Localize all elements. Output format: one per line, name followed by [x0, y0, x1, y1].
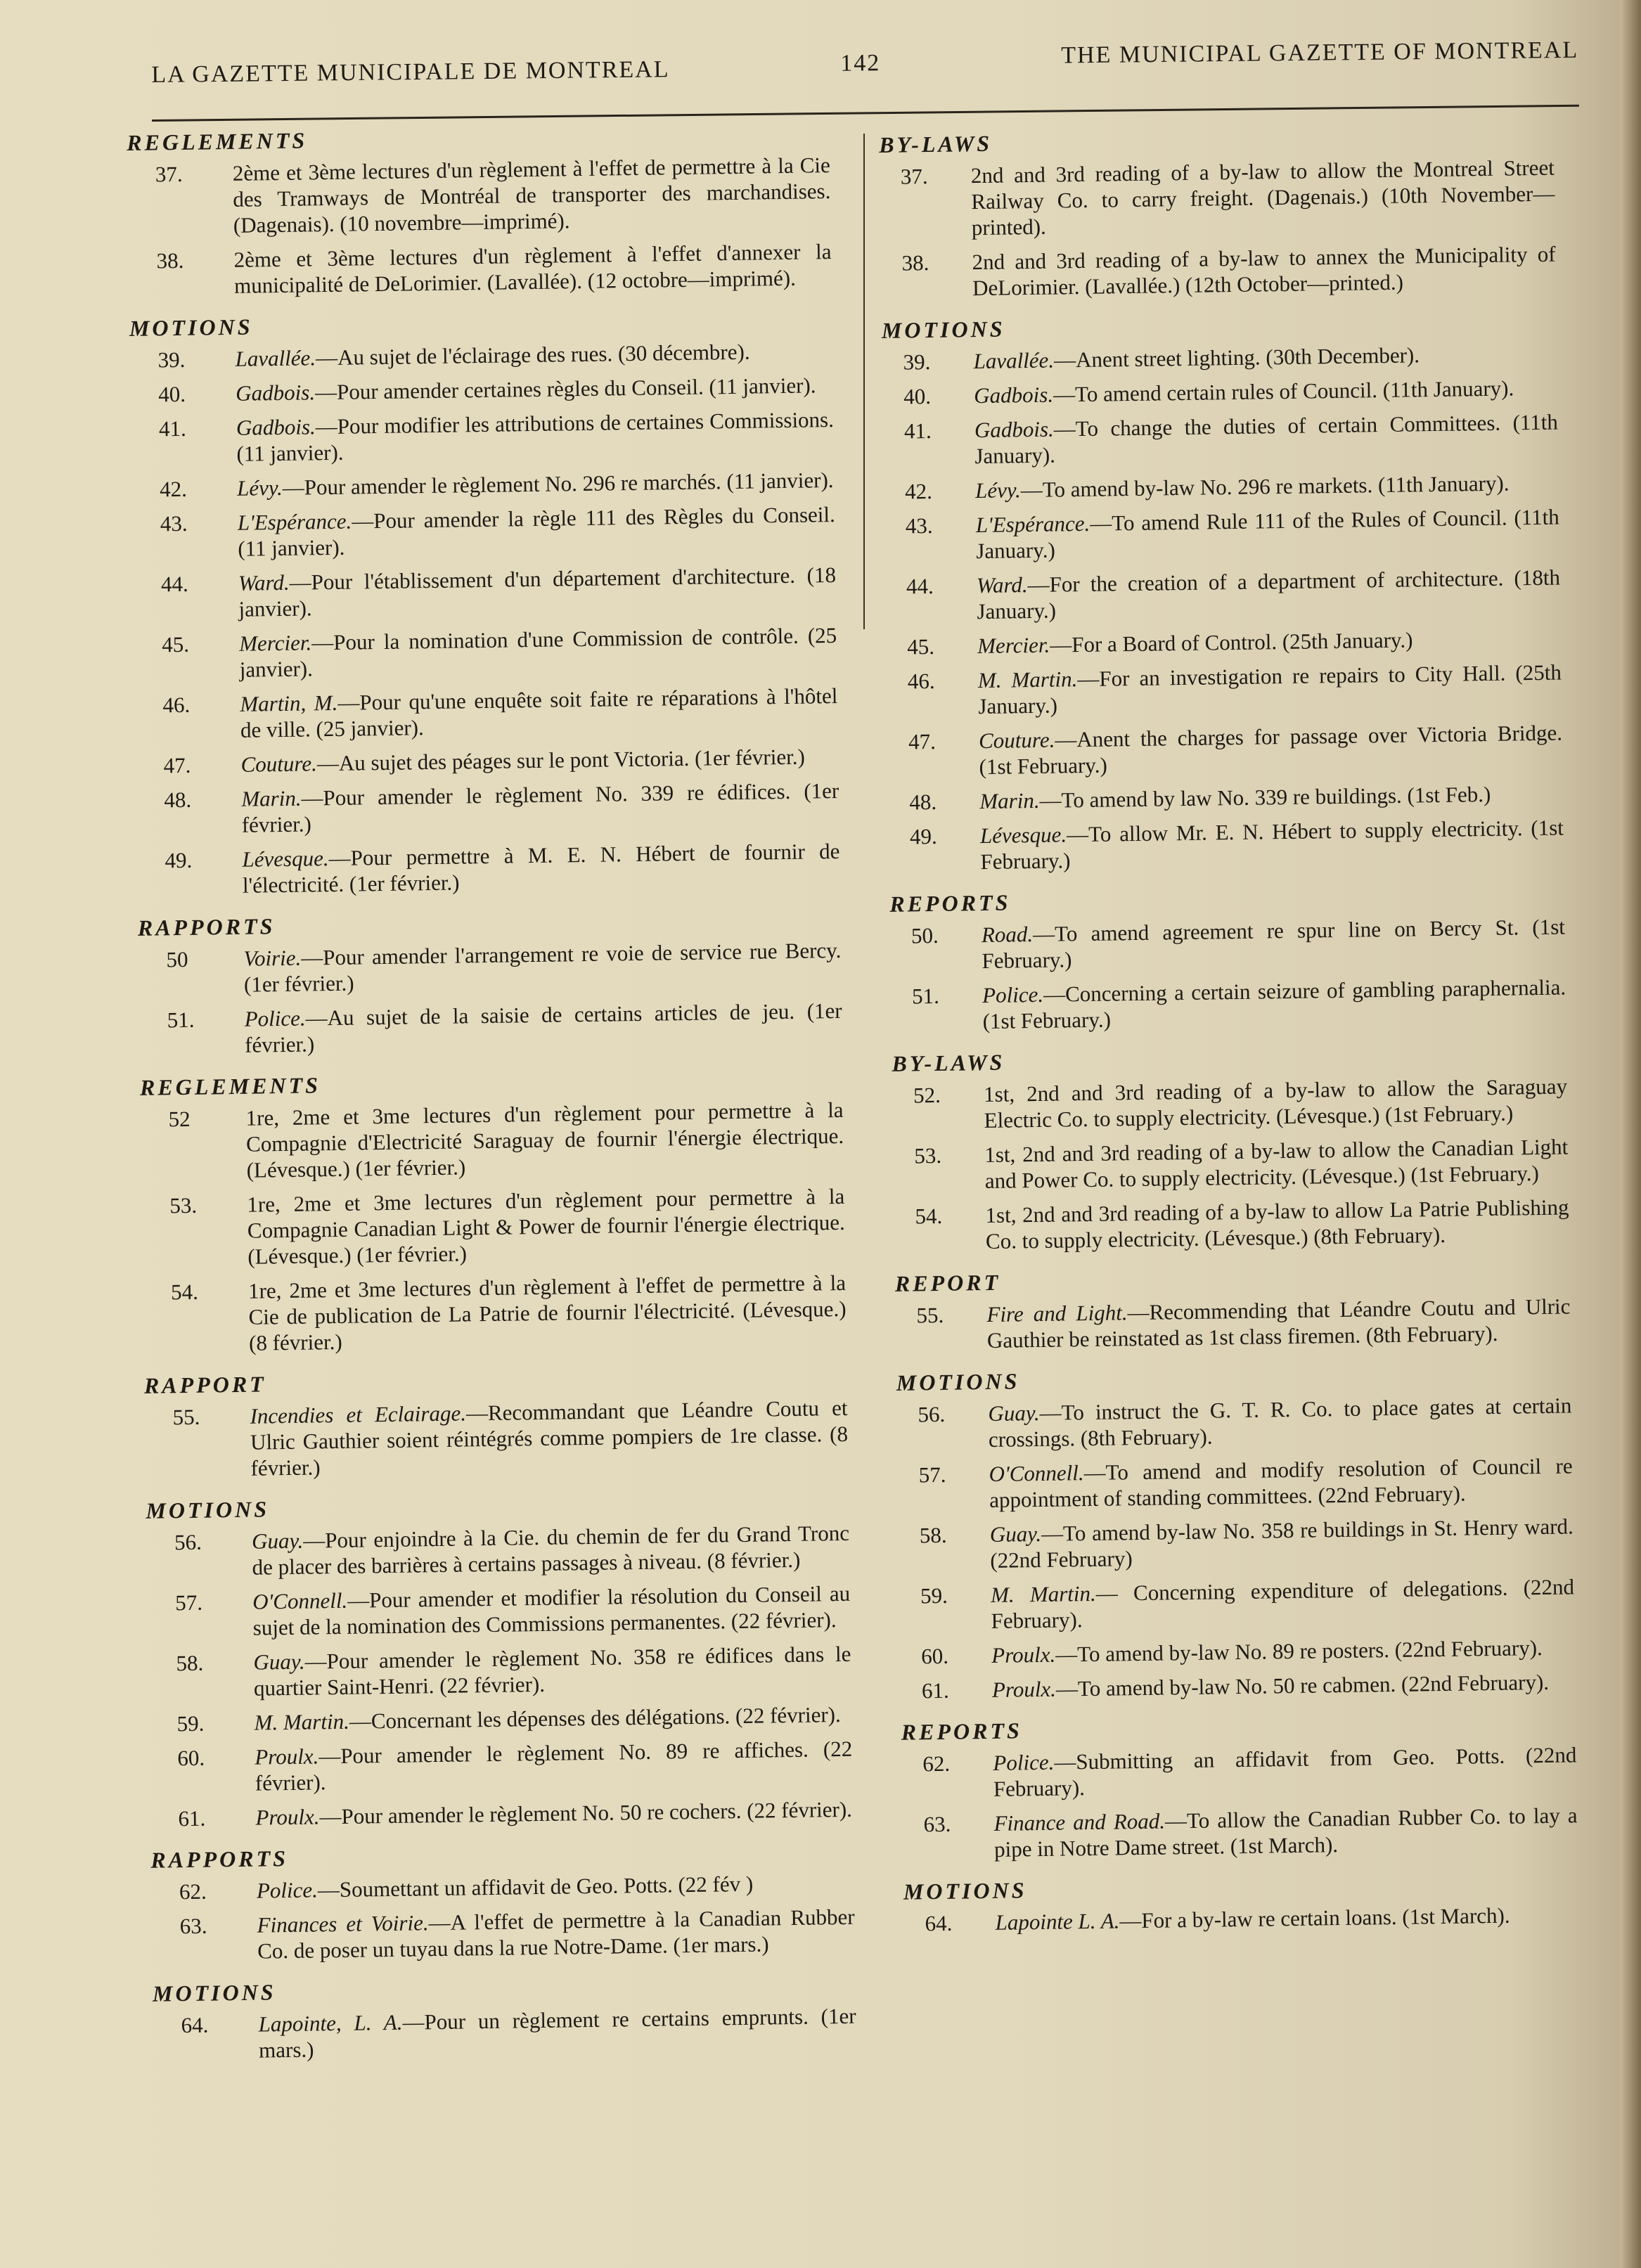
- item-number: 48.: [909, 789, 937, 815]
- item-number: 44.: [160, 571, 189, 597]
- item-mover: Lévy.: [974, 477, 1021, 503]
- item-text: —Pour permettre à M. E. N. Hébert de fournir de l'électricité. (1er février.): [242, 838, 840, 898]
- item-number: 53.: [914, 1142, 942, 1168]
- item-body: [984, 1073, 1568, 1133]
- item-number: 51.: [167, 1007, 195, 1033]
- item-text: —Pour enjoindre à la Cie. du chemin de fer du Grand Tronc de placer des barrières à certains passages à niveau. (8 février.): [252, 1520, 850, 1580]
- item-text: —Pour amender le règlement No. 89 re affiches. (22 février).: [255, 1736, 853, 1796]
- item-number: 57.: [918, 1462, 946, 1488]
- item-text: —To amend certain rules of Council. (11th January).: [1053, 375, 1514, 407]
- agenda-item: [136, 838, 840, 900]
- item-number: 40.: [903, 384, 932, 409]
- agenda-item: [141, 1183, 845, 1271]
- item-mover: Gadbois.: [235, 380, 316, 406]
- item-mover: Police.: [982, 981, 1044, 1008]
- item-text: —Au sujet de la saisie de certains articles de jeu. (1er février.): [244, 998, 842, 1057]
- section-heading: BY-LAWS: [892, 1049, 1005, 1076]
- section-heading: BY-LAWS: [879, 130, 993, 157]
- section-heading: MOTIONS: [146, 1496, 270, 1523]
- item-body: [982, 974, 1566, 1034]
- item-text: —For a Board of Control. (25th January.): [1049, 627, 1413, 657]
- agenda-item: [883, 409, 1559, 470]
- agenda-item: [901, 1741, 1577, 1803]
- item-body: [247, 1183, 845, 1270]
- item-body: [991, 1634, 1575, 1668]
- item-mover: M. Martin.: [990, 1580, 1096, 1607]
- item-number: 51.: [911, 983, 940, 1009]
- agenda-item: [127, 152, 831, 240]
- item-text: —Pour la nomination d'une Commission de contrôle. (25 janvier).: [239, 622, 837, 682]
- agenda-item: [897, 1452, 1573, 1514]
- item-body: [252, 1580, 851, 1641]
- item-number: 46.: [162, 692, 191, 718]
- agenda-item: [887, 720, 1563, 781]
- item-text: —Pour qu'une enquête soit faite re réparations à l'hôtel de ville. (25 janvier).: [240, 683, 838, 742]
- item-body: [991, 1573, 1575, 1634]
- agenda-item: [134, 683, 838, 745]
- item-text: —Soumettant un affidavit de Geo. Potts. (22 fév ): [317, 1871, 754, 1902]
- item-text: —Pour amender la règle 111 des Règles du Conseil. (11 janvier).: [238, 501, 835, 561]
- item-mover: Guay.: [989, 1521, 1042, 1547]
- item-text: 2ème et 3ème lectures d'un règlement à l'effet de permettre à la Cie des Tramways de Montréal de transporter des marchandises. (Dagenais). (10 novembre—imprimé).: [232, 153, 831, 238]
- agenda-item: [149, 1736, 853, 1798]
- agenda-item: [882, 340, 1557, 375]
- item-text: — Concerning expenditure of delegations. (22nd February).: [991, 1574, 1575, 1633]
- item-number: 47.: [908, 728, 937, 754]
- agenda-item: [131, 406, 835, 468]
- agenda-item: [146, 1520, 850, 1582]
- item-mover: Mercier.: [238, 630, 312, 656]
- item-body: [992, 1668, 1576, 1703]
- item-text: —To amend and modify resolution of Council re appointment of standing committees. (22nd February).: [989, 1453, 1573, 1512]
- page-number: 142: [840, 50, 881, 77]
- item-number: 50: [166, 946, 188, 972]
- item-text: 2nd and 3rd reading of a by-law to annex the Municipality of DeLorimier. (Lavallée.) (12th October—printed.): [972, 241, 1556, 301]
- item-text: —For the creation of a department of architecture. (18th January.): [977, 565, 1561, 624]
- item-text: —Au sujet de l'éclairage des rues. (30 décembre).: [315, 339, 750, 371]
- item-number: 60.: [177, 1745, 205, 1771]
- item-mover: Guay.: [988, 1400, 1040, 1426]
- item-mover: Proulx.: [991, 1676, 1057, 1702]
- item-text: —To change the duties of certain Committees. (11th January).: [974, 409, 1559, 469]
- item-text: —Pour amender le règlement No. 358 re édifices dans le quartier Saint-Henri. (22 février).: [253, 1641, 851, 1701]
- item-body: [244, 998, 842, 1058]
- item-text: 1st, 2nd and 3rd reading of a by-law to allow the Canadian Light and Power Co. to supply electricity. (Lévesque.) (1st February.): [984, 1134, 1569, 1194]
- item-text: —To amend by-law No. 296 re markets. (11th January).: [1020, 470, 1510, 503]
- item-text: —To allow Mr. E. N. Hébert to supply electricity. (1st February.): [980, 815, 1564, 875]
- agenda-item: [130, 372, 833, 408]
- agenda-item: [885, 565, 1561, 626]
- item-body: [242, 838, 840, 898]
- header-french-title: LA GAZETTE MUNICIPALE DE MONTREAL: [151, 56, 670, 88]
- section-heading: MOTIONS: [896, 1368, 1020, 1396]
- item-body: [243, 937, 842, 998]
- agenda-item: [880, 241, 1556, 302]
- item-body: [254, 1701, 851, 1736]
- item-mover: Guay.: [253, 1649, 305, 1675]
- agenda-item: [131, 467, 835, 503]
- english-column: [879, 123, 1579, 1945]
- item-body: [993, 1741, 1577, 1802]
- item-number: 56.: [918, 1401, 946, 1427]
- agenda-item: [153, 2003, 856, 2065]
- agenda-item: [147, 1580, 851, 1642]
- item-text: —Concerning a certain seizure of gambling paraphernalia. (1st February.): [982, 974, 1566, 1034]
- item-text: —To amend by-law No. 89 re posters. (22nd February).: [1055, 1635, 1543, 1667]
- item-mover: L'Espérance.: [975, 510, 1090, 538]
- item-body: [233, 238, 832, 299]
- item-number: 40.: [158, 381, 186, 407]
- item-body: [237, 467, 835, 501]
- item-text: —To amend agreement re spur line on Bercy St. (1st February.): [982, 914, 1566, 974]
- item-body: [989, 1452, 1573, 1513]
- agenda-item: [884, 470, 1559, 505]
- item-text: —Pour amender le règlement No. 339 re édifices. (1er février.): [241, 778, 839, 837]
- agenda-item: [151, 1904, 855, 1966]
- item-text: 2nd and 3rd reading of a by-law to allow the Montreal Street Railway Co. to carry freight. (Dagenais.) (10th November—printed).: [970, 155, 1555, 240]
- item-number: 54.: [170, 1279, 199, 1305]
- item-number: 46.: [907, 668, 935, 694]
- item-mover: Gadbois.: [974, 416, 1054, 443]
- item-body: [233, 152, 831, 238]
- item-mover: Ward.: [238, 569, 290, 595]
- item-number: 37.: [900, 164, 928, 189]
- item-body: [993, 1802, 1578, 1862]
- agenda-item: [892, 1073, 1568, 1134]
- item-text: —Pour amender et modifier la résolution du Conseil au sujet de la nomination des Commissions permanentes. (22 février).: [252, 1580, 851, 1640]
- item-body: [990, 1513, 1574, 1573]
- agenda-item: [903, 1901, 1578, 1936]
- french-column: [127, 120, 856, 2073]
- agenda-item: [890, 913, 1566, 974]
- item-number: 55.: [172, 1404, 200, 1430]
- item-text: —To amend by-law No. 50 re cabmen. (22nd February).: [1055, 1669, 1550, 1701]
- item-body: [985, 1194, 1569, 1254]
- item-body: [235, 337, 832, 372]
- item-number: 62.: [922, 1751, 951, 1777]
- item-number: 47.: [163, 752, 191, 778]
- item-body: [971, 155, 1555, 241]
- item-mover: Mercier.: [977, 632, 1050, 659]
- item-mover: Police.: [993, 1749, 1055, 1775]
- agenda-item: [886, 625, 1561, 660]
- item-number: 64.: [925, 1910, 953, 1936]
- item-number: 45.: [161, 631, 190, 657]
- agenda-item: [891, 974, 1566, 1035]
- item-body: [975, 470, 1559, 504]
- item-number: 63.: [923, 1811, 951, 1837]
- agenda-item: [132, 501, 836, 563]
- item-body: [984, 1133, 1569, 1194]
- agenda-item: [134, 622, 837, 684]
- item-text: —Pour amender le règlement No. 296 re marchés. (11 janvier).: [282, 468, 834, 500]
- agenda-item: [882, 375, 1557, 410]
- item-text: —Pour l'établissement d'un département d'architecture. (18 janvier).: [238, 562, 837, 621]
- item-number: 59.: [176, 1710, 205, 1737]
- item-number: 37.: [155, 161, 183, 187]
- item-number: 62.: [179, 1879, 207, 1905]
- agenda-item: [901, 1668, 1576, 1703]
- item-body: [252, 1520, 850, 1580]
- item-mover: O'Connell.: [989, 1460, 1084, 1486]
- item-mover: Proulx.: [991, 1642, 1056, 1668]
- item-body: [241, 778, 839, 838]
- item-body: [988, 1392, 1572, 1452]
- item-number: 61.: [921, 1677, 949, 1703]
- item-mover: Lévesque.: [242, 846, 329, 872]
- item-number: 52.: [913, 1082, 941, 1108]
- agenda-item: [900, 1634, 1575, 1669]
- item-body: [236, 372, 833, 406]
- item-number: 42.: [159, 476, 188, 502]
- agenda-item: [899, 1513, 1574, 1574]
- agenda-item: [148, 1701, 851, 1737]
- agenda-item: [902, 1802, 1578, 1863]
- item-mover: Couture.: [240, 751, 318, 777]
- item-body: [986, 1293, 1571, 1353]
- item-mover: Finances et Voirie.: [257, 1910, 429, 1938]
- item-body: [979, 780, 1563, 815]
- item-number: 55.: [916, 1302, 944, 1328]
- item-text: 1re, 2me et 3me lectures d'un règlement pour permettre à la Compagnie d'Electricité Saraguay de fournir l'énergie électrique. (Lévesque.) (1er février.): [245, 1097, 844, 1183]
- item-body: [255, 1736, 853, 1796]
- item-mover: Gadbois.: [973, 382, 1054, 408]
- item-body: [239, 622, 837, 683]
- item-number: 59.: [920, 1583, 948, 1609]
- item-body: [972, 241, 1556, 302]
- item-number: 38.: [901, 250, 929, 276]
- item-text: 1re, 2me et 3me lectures d'un règlement pour permettre à la Compagnie Canadian Light & Power de fournir l'énergie électrique. (Lévesque.) (1er février.): [247, 1183, 846, 1269]
- item-mover: Marin.: [241, 785, 302, 811]
- item-text: —Au sujet des péages sur le pont Victoria. (1er février.): [316, 744, 805, 776]
- item-body: [258, 2003, 856, 2063]
- item-text: —Pour un règlement re certains emprunts. (1er mars.): [258, 2003, 856, 2063]
- item-number: 58.: [919, 1522, 947, 1548]
- item-number: 60.: [921, 1643, 949, 1669]
- agenda-item: [139, 998, 842, 1059]
- item-body: [240, 743, 838, 778]
- agenda-item: [138, 937, 842, 999]
- agenda-item: [143, 1270, 847, 1358]
- agenda-item: [136, 778, 839, 839]
- item-text: —For an investigation re repairs to City Hall. (25th January.): [978, 659, 1562, 719]
- item-number: 42.: [904, 478, 933, 504]
- item-text: —To instruct the G. T. R. Co. to place gates at certain crossings. (8th February).: [988, 1393, 1572, 1452]
- item-body: [979, 720, 1563, 780]
- item-mover: Marin.: [979, 787, 1040, 814]
- page-binding-edge: [1620, 0, 1641, 2268]
- item-body: [974, 375, 1557, 409]
- item-number: 43.: [905, 513, 933, 539]
- item-number: 48.: [164, 787, 192, 813]
- agenda-item: [894, 1194, 1569, 1255]
- item-body: [248, 1270, 847, 1356]
- item-body: [250, 1395, 848, 1481]
- item-body: [257, 1904, 855, 1964]
- item-mover: M. Martin.: [977, 666, 1078, 693]
- item-mover: Finance and Road.: [993, 1808, 1166, 1836]
- section-heading: REGLEMENTS: [127, 127, 308, 155]
- item-text: —A l'effet de permettre à la Canadian Rubber Co. de poser un tuyau dans la rue Notre-Dame. (1er mars.): [257, 1904, 855, 1964]
- item-body: [253, 1641, 851, 1701]
- item-number: 49.: [165, 847, 193, 873]
- section-heading: MOTIONS: [903, 1877, 1027, 1905]
- item-number: 44.: [906, 573, 934, 599]
- item-mover: O'Connell.: [252, 1587, 348, 1614]
- item-number: 43.: [160, 510, 188, 536]
- item-number: 57.: [175, 1590, 203, 1616]
- item-text: —Pour modifier les attributions de certaines Commissions. (11 janvier).: [236, 406, 835, 466]
- agenda-item: [148, 1641, 851, 1703]
- item-mover: Road.: [981, 922, 1034, 948]
- item-text: —To amend by-law No. 358 re buildings in St. Henry ward. (22nd February): [990, 1514, 1574, 1573]
- item-text: —For a by-law re certain loans. (1st March).: [1119, 1902, 1510, 1933]
- section-heading: MOTIONS: [881, 316, 1005, 343]
- item-number: 56.: [174, 1529, 202, 1555]
- item-number: 45.: [906, 633, 935, 659]
- item-mover: Proulx.: [255, 1804, 320, 1830]
- item-mover: Proulx.: [255, 1744, 319, 1770]
- item-body: [238, 501, 836, 562]
- agenda-item: [135, 743, 838, 779]
- section-heading: MOTIONS: [152, 1979, 276, 2006]
- item-number: 39.: [157, 347, 186, 373]
- item-number: 64.: [181, 2012, 209, 2038]
- agenda-item: [133, 562, 837, 624]
- section-heading: RAPPORTS: [137, 913, 276, 941]
- item-body: [974, 409, 1559, 470]
- section-heading: RAPPORT: [143, 1371, 266, 1398]
- header-rule: [152, 105, 1579, 122]
- item-text: —Pour amender le règlement No. 50 re cochers. (22 février).: [319, 1796, 853, 1829]
- item-mover: Lévy.: [236, 475, 283, 501]
- item-body: [978, 659, 1562, 720]
- item-body: [245, 1097, 844, 1183]
- item-body: [980, 815, 1564, 875]
- item-text: —To amend Rule 111 of the Rules of Council. (11th January.): [976, 504, 1559, 564]
- item-text: —To allow the Canadian Rubber Co. to lay a pipe in Notre Dame street. (1st March).: [993, 1803, 1578, 1862]
- item-mover: M. Martin.: [254, 1708, 350, 1735]
- agenda-item: [151, 1869, 854, 1905]
- column-divider: [863, 134, 865, 629]
- section-heading: REPORT: [894, 1269, 1001, 1296]
- agenda-item: [144, 1395, 848, 1483]
- item-mover: Lavallée.: [235, 345, 316, 371]
- item-body: [240, 683, 838, 743]
- header-english-title: THE MUNICIPAL GAZETTE OF MONTREAL: [1061, 37, 1579, 69]
- section-heading: REGLEMENTS: [139, 1072, 321, 1100]
- item-mover: Police.: [244, 1005, 306, 1031]
- agenda-item: [140, 1097, 844, 1185]
- item-body: [982, 913, 1566, 974]
- agenda-item: [889, 815, 1564, 876]
- item-body: [977, 565, 1561, 625]
- item-mover: Lévesque.: [979, 822, 1067, 849]
- item-text: —Submitting an affidavit from Geo. Potts. (22nd February).: [993, 1742, 1577, 1801]
- agenda-item: [899, 1573, 1575, 1635]
- agenda-item: [150, 1796, 853, 1832]
- item-number: 38.: [156, 247, 184, 273]
- item-text: —Pour amender certaines règles du Conseil. (11 janvier).: [314, 373, 816, 405]
- agenda-item: [895, 1293, 1571, 1354]
- item-body: [255, 1796, 853, 1831]
- item-text: 1st, 2nd and 3rd reading of a by-law to allow the Saraguay Electric Co. to supply electricity. (Lévesque.) (1st February.): [983, 1074, 1568, 1133]
- agenda-item: [884, 504, 1560, 565]
- item-number: 63.: [179, 1913, 207, 1939]
- item-number: 41.: [903, 418, 932, 444]
- item-text: —Concernant les dépenses des délégations. (22 février).: [349, 1702, 841, 1734]
- item-text: —Pour amender l'arrangement re voie de service rue Bercy. (1er février.): [243, 937, 842, 997]
- agenda-item: [880, 155, 1555, 242]
- item-text: —Anent the charges for passage over Victoria Bridge. (1st February.): [979, 720, 1563, 780]
- agenda-item: [888, 780, 1563, 816]
- item-number: 41.: [158, 415, 186, 442]
- item-mover: Lavallée.: [973, 347, 1055, 374]
- item-mover: Lapointe, L. A.: [258, 2009, 403, 2037]
- item-number: 53.: [169, 1192, 198, 1218]
- agenda-item: [896, 1392, 1572, 1453]
- item-mover: Couture.: [978, 727, 1055, 754]
- item-mover: Ward.: [976, 572, 1028, 598]
- item-mover: Police.: [256, 1877, 318, 1903]
- item-text: 1re, 2me et 3me lectures d'un règlement à l'effet de permettre à la Cie de publication de La Patrie de fournir l'électricité. (Lévesque.) (8 février.): [247, 1270, 847, 1355]
- item-mover: Lapointe L. A.: [995, 1908, 1120, 1935]
- agenda-item: [887, 659, 1562, 721]
- item-body: [236, 406, 835, 467]
- agenda-item: [128, 238, 832, 300]
- section-heading: RAPPORTS: [150, 1845, 289, 1873]
- item-text: 1st, 2nd and 3rd reading of a by-law to allow La Patrie Publishing Co. to supply electricity. (Lévesque.) (8th February).: [985, 1194, 1569, 1254]
- item-body: [238, 562, 837, 622]
- page-header: [151, 34, 1579, 105]
- agenda-item: [893, 1133, 1569, 1194]
- item-number: 49.: [909, 823, 937, 849]
- item-number: 58.: [176, 1650, 204, 1676]
- item-mover: Guay.: [251, 1528, 304, 1554]
- item-number: 54.: [915, 1203, 943, 1229]
- item-body: [257, 1869, 854, 1904]
- item-mover: Incendies et Eclairage.: [250, 1400, 467, 1429]
- item-number: 39.: [903, 349, 931, 375]
- section-heading: REPORTS: [901, 1718, 1023, 1745]
- item-number: 52: [168, 1106, 191, 1132]
- agenda-item: [129, 337, 832, 373]
- item-text: —To amend by law No. 339 re buildings. (1st Feb.): [1039, 781, 1491, 813]
- item-mover: L'Espérance.: [237, 508, 352, 535]
- item-text: 2ème et 3ème lectures d'un règlement à l'effet d'annexer la municipalité de DeLorimier. (Lavallée). (12 octobre—imprimé).: [233, 239, 832, 298]
- item-number: 61.: [178, 1805, 206, 1831]
- item-number: 50.: [910, 922, 939, 948]
- item-mover: Voirie.: [243, 945, 302, 971]
- item-text: —Recommending that Léandre Coutu and Ulric Gauthier be reinstated as 1st class firemen. (8th February).: [986, 1294, 1571, 1353]
- item-mover: Gadbois.: [236, 414, 316, 440]
- item-mover: Fire and Light.: [986, 1300, 1128, 1327]
- item-text: —Recommandant que Léandre Coutu et Ulric Gauthier soient réintégrés comme pompiers de 1re classe. (8 février.): [250, 1395, 849, 1481]
- item-body: [973, 340, 1557, 375]
- item-body: [977, 625, 1561, 659]
- item-body: [995, 1901, 1578, 1935]
- item-body: [976, 504, 1560, 565]
- section-heading: REPORTS: [889, 889, 1011, 917]
- section-heading: MOTIONS: [129, 314, 253, 341]
- item-text: —Anent street lighting. (30th December).: [1053, 342, 1420, 373]
- item-mover: Martin, M.: [240, 690, 338, 716]
